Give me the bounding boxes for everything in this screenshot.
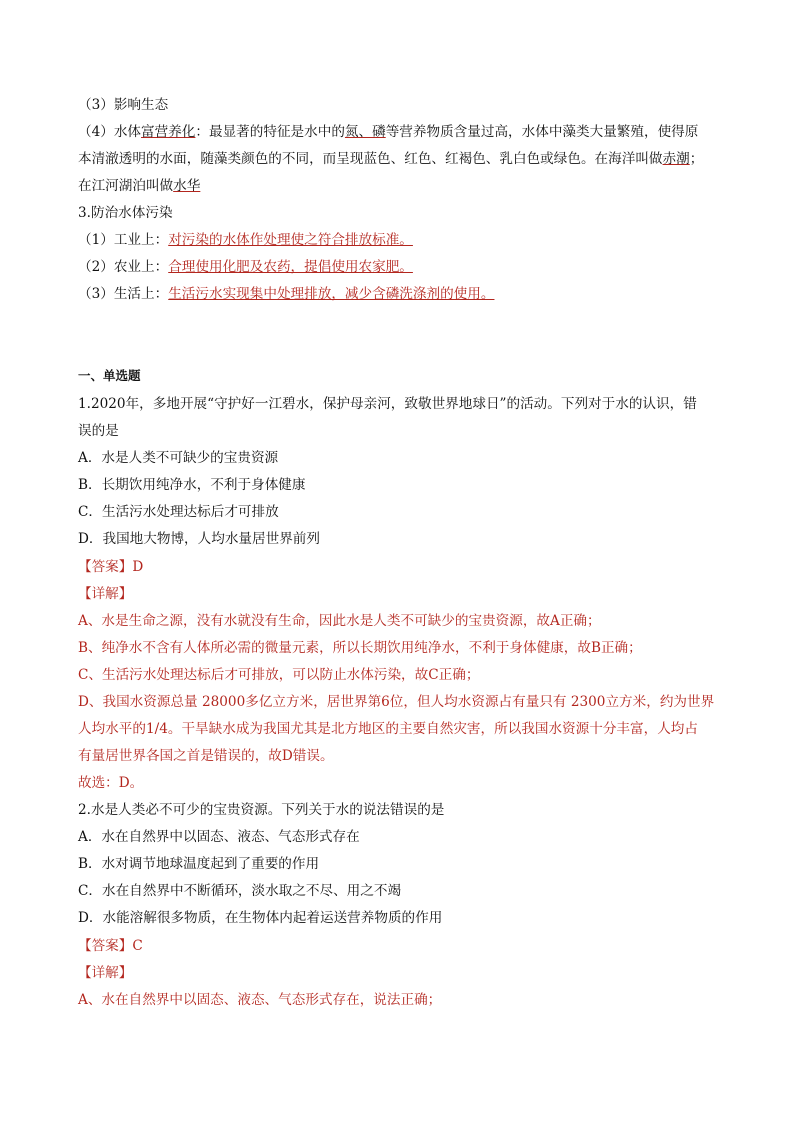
text: 等营养物质含量过高，水体中藻类大量繁殖，使得原 [385, 124, 699, 140]
q2-stem [78, 800, 444, 820]
eutrophication-line [78, 122, 698, 142]
text: 【详解】 [78, 586, 133, 602]
q2-explain-a [78, 990, 441, 1010]
answer-label: 【答案】 [78, 559, 133, 575]
text: D．我国地大物博，人均水量居世界前列 [78, 531, 320, 547]
text: 我国水资源总量 28000多亿立方米，居世界第6位，但人均水资源占有量只有 2300立方米，约为世界 [102, 694, 715, 710]
text: （2）农业上： [78, 259, 169, 275]
eutrophication-line-3 [78, 176, 200, 196]
text: A．水是人类不可缺少的宝贵资源 [78, 450, 279, 466]
q2-detail-label [78, 963, 132, 983]
q1-choose [78, 773, 143, 793]
answer-fill: 对污染的水体作处理使之符合排放标准。 [168, 232, 413, 248]
q2-option-a [78, 827, 360, 847]
prevention-agriculture [78, 257, 413, 277]
text: （3）影响生态 [78, 97, 169, 113]
text: 一、单选题 [78, 368, 141, 383]
text: （4）水体 [78, 124, 142, 140]
text: 纯净水不含有人体所必需的微量元素，所以长期饮用纯净水，不利于身体健康，故B正确； [101, 640, 642, 656]
answer-fill: 合理使用化肥及农药，提倡使用农家肥。 [168, 259, 413, 275]
text: C．水在自然界中不断循环，淡水取之不尽、用之不竭 [78, 883, 402, 899]
text: A．水在自然界中以固态、液态、气态形式存在 [78, 829, 360, 845]
section-title [78, 366, 141, 386]
text: 1.2020年，多地开展“守护好一江碧水，保护母亲河，致敬世界地球日”的活动。下列对于水的认识，错 [78, 396, 697, 412]
prevention-daily-life [78, 284, 494, 304]
keyword-water-bloom: 水华 [173, 178, 201, 194]
answer-value: D [132, 559, 144, 575]
text: （3）生活上： [78, 286, 169, 302]
answer-value: C [132, 938, 143, 954]
text: 3.防治水体污染 [78, 205, 173, 221]
q1-option-b [78, 475, 306, 495]
prevention-industry [78, 230, 413, 250]
q1-explain-c [78, 665, 479, 685]
text: ：最显著的特征是水中的 [195, 124, 345, 140]
q1-detail-label [78, 584, 132, 604]
answer-fill: 生活污水实现集中处理排放，减少含磷洗涤剂的使用。 [168, 286, 495, 302]
eutrophication-line-2 [78, 149, 703, 169]
option-letter: B、 [78, 640, 102, 656]
text: 生活污水处理达标后才可排放，可以防止水体污染，故C正确； [102, 667, 480, 683]
keyword-nitrogen-phosphorus: 氮、磷 [344, 124, 386, 140]
option-letter: D、 [78, 694, 103, 710]
text: B．水对调节地球温度起到了重要的作用 [78, 856, 320, 872]
text: B．长期饮用纯净水，不利于身体健康 [78, 477, 306, 493]
q2-answer [78, 936, 143, 956]
option-letter: A、 [78, 613, 102, 629]
q1-explain-d [78, 692, 714, 712]
q2-option-b [78, 854, 319, 874]
text: 水是生命之源，没有水就没有生命，因此水是人类不可缺少的宝贵资源，故A正确； [101, 613, 601, 629]
text: 人均水平的1/4。干旱缺水成为我国尤其是北方地区的主要自然灾害，所以我国水资源十分丰富，人均占 [78, 721, 698, 737]
q1-stem-2 [78, 421, 119, 441]
effect-ecology-line [78, 95, 168, 115]
text: （1）工业上： [78, 232, 169, 248]
q1-stem [78, 394, 697, 414]
text: 2.水是人类必不可少的宝贵资源。下列关于水的说法错误的是 [78, 802, 445, 818]
q1-explain-d-2 [78, 719, 698, 739]
option-letter: A、 [78, 992, 102, 1008]
q1-answer [78, 557, 143, 577]
q1-explain-a [78, 611, 601, 631]
prevention-heading [78, 203, 173, 223]
text: 误的是 [78, 423, 119, 439]
q1-option-c [78, 502, 279, 522]
text: 水在自然界中以固态、液态、气态形式存在，说法正确； [101, 992, 442, 1008]
text: D．水能溶解很多物质，在生物体内起着运送营养物质的作用 [78, 910, 443, 926]
q1-option-a [78, 448, 278, 468]
q1-explain-b [78, 638, 642, 658]
text: 本清澈透明的水面，随藻类颜色的不同，而呈现蓝色、红色、红褐色、乳白色或绿色。在海洋叫做 [78, 151, 663, 167]
answer-label: 【答案】 [78, 938, 133, 954]
keyword-red-tide: 赤潮 [662, 151, 690, 167]
text: 在江河湖泊叫做 [78, 178, 174, 194]
text: C．生活污水处理达标后才可排放 [78, 504, 279, 520]
q1-explain-d-3 [78, 746, 334, 766]
keyword-eutrophication: 富营养化 [141, 124, 196, 140]
q2-option-c [78, 881, 401, 901]
q1-option-d [78, 529, 320, 549]
text: 有量居世界各国之首是错误的，故D错误。 [78, 748, 334, 764]
option-letter: C、 [78, 667, 102, 683]
q2-option-d [78, 908, 442, 928]
text: 【详解】 [78, 965, 133, 981]
text: ； [689, 151, 704, 167]
text: 故选：D。 [78, 775, 144, 791]
